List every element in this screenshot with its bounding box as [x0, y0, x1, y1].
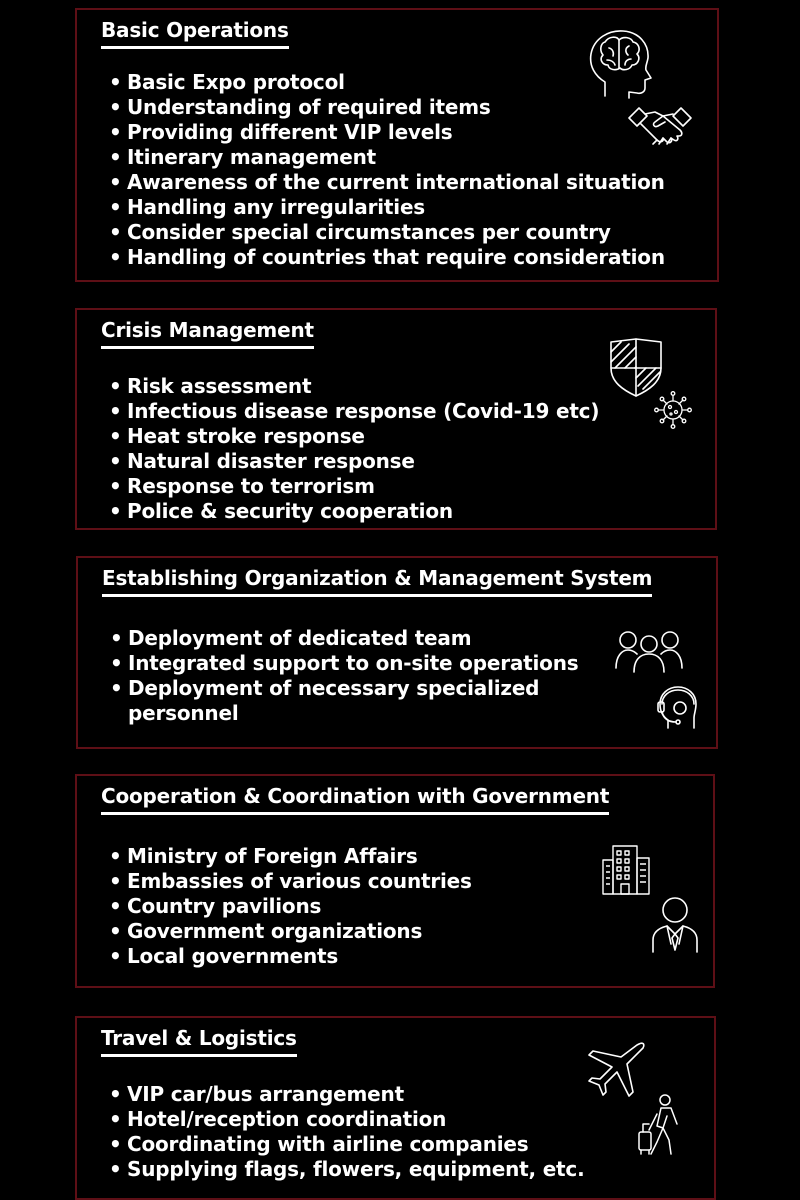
list-item: • Police & security cooperation — [107, 499, 599, 524]
list-item: • Handling of countries that require consideration — [107, 245, 665, 270]
virus-icon — [653, 390, 693, 430]
list-item: • Integrated support to on-site operations — [108, 651, 598, 676]
list-item: • Coordinating with airline companies — [107, 1132, 584, 1157]
list-item: • Supplying flags, flowers, equipment, etc. — [107, 1157, 584, 1182]
list-item: • Natural disaster response — [107, 449, 599, 474]
panel-government-cooperation — [75, 774, 715, 988]
panel-organization-management — [76, 556, 718, 749]
panel-title: Travel & Logistics — [101, 1026, 297, 1057]
list-item: • Consider special circumstances per country — [107, 220, 665, 245]
panel-title: Crisis Management — [101, 318, 314, 349]
list-item: • Awareness of the current international situation — [107, 170, 665, 195]
panel-title: Basic Operations — [101, 18, 289, 49]
brain-head-icon — [585, 28, 653, 100]
list-item: • Country pavilions — [107, 894, 472, 919]
handshake-icon — [627, 104, 693, 154]
list-item: • Hotel/reception coordination — [107, 1107, 584, 1132]
list-item: • Handling any irregularities — [107, 195, 665, 220]
airplane-icon — [587, 1040, 647, 1098]
panel-travel-logistics — [75, 1016, 716, 1200]
list-item: • Basic Expo protocol — [107, 70, 665, 95]
list-item: • Heat stroke response — [107, 424, 599, 449]
list-item: • Understanding of required items — [107, 95, 665, 120]
list-item: • Providing different VIP levels — [107, 120, 665, 145]
item-list — [107, 844, 472, 969]
item-list — [107, 374, 599, 524]
traveler-icon — [635, 1094, 687, 1158]
businessman-icon — [651, 896, 699, 954]
building-icon — [601, 844, 651, 896]
list-item: • Local governments — [107, 944, 472, 969]
list-item: • VIP car/bus arrangement — [107, 1082, 584, 1107]
team-icon — [614, 628, 684, 674]
list-item: • Ministry of Foreign Affairs — [107, 844, 472, 869]
headset-operator-icon — [654, 684, 700, 732]
list-item: • Response to terrorism — [107, 474, 599, 499]
item-list — [107, 70, 665, 270]
shield-icon — [607, 338, 665, 398]
list-item: • Deployment of necessary specialized personnel — [108, 676, 598, 726]
list-item: • Deployment of dedicated team — [108, 626, 598, 651]
panel-basic-operations — [75, 8, 719, 282]
item-list — [108, 626, 598, 726]
list-item: • Government organizations — [107, 919, 472, 944]
panel-title: Establishing Organization & Management System — [102, 566, 652, 597]
panel-crisis-management — [75, 308, 717, 530]
item-list — [107, 1082, 584, 1182]
list-item: • Infectious disease response (Covid-19 etc) — [107, 399, 599, 424]
list-item: • Risk assessment — [107, 374, 599, 399]
list-item: • Embassies of various countries — [107, 869, 472, 894]
panel-title: Cooperation & Coordination with Government — [101, 784, 609, 815]
list-item: • Itinerary management — [107, 145, 665, 170]
